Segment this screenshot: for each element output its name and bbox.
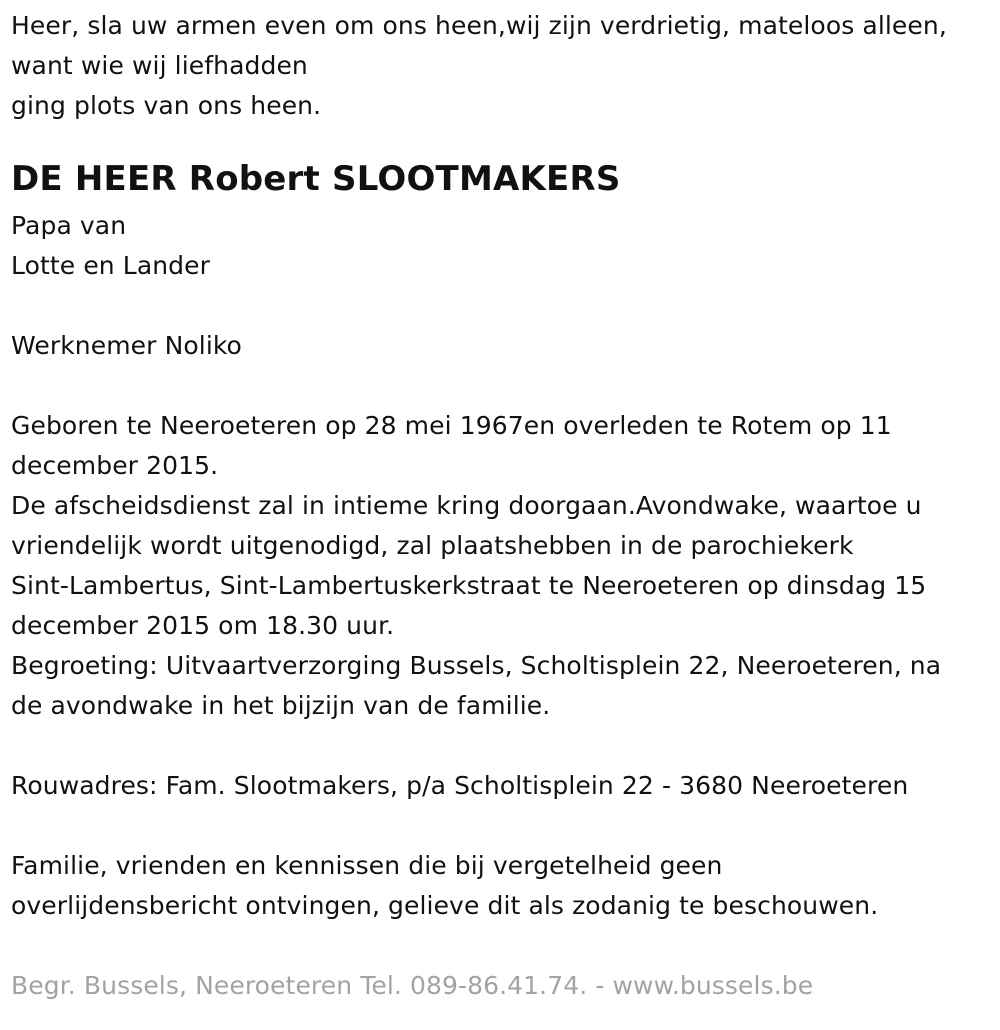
occupation: Werknemer Noliko [11,331,242,360]
poem-line: want wie wij liefhadden [11,51,308,80]
spacer [11,726,1000,766]
mourning-address: Rouwadres: Fam. Slootmakers, p/a Scholtisplein 22 - 3680 Neeroeteren [11,771,909,800]
details-line: december 2015 om 18.30 uur. [11,611,395,640]
details-line: vriendelijk wordt uitgenodigd, zal plaatshebben in de parochiekerk [11,531,854,560]
notice-line: overlijdensbericht ontvingen, gelieve dit als zodanig te beschouwen. [11,891,879,920]
spacer [11,366,1000,406]
details-line: De afscheidsdienst zal in intieme kring doorgaan.Avondwake, waartoe u [11,491,922,520]
details [11,406,1000,726]
deceased-name: DE HEER Robert SLOOTMAKERS [11,159,621,199]
details-line: Begroeting: Uitvaartverzorging Bussels, Scholtisplein 22, Neeroeteren, na [11,651,942,680]
notice-line: Familie, vrienden en kennissen die bij vergetelheid geen [11,851,723,880]
footer-credit: Begr. Bussels, Neeroeteren Tel. 089-86.41.74. - www.bussels.be [11,971,814,1000]
relation-line: Papa van [11,211,127,240]
spacer [11,926,1000,966]
notice [11,846,1000,926]
details-line: Geboren te Neeroeteren op 28 mei 1967en overleden te Rotem op 11 [11,411,892,440]
relation-line: Lotte en Lander [11,251,211,280]
spacer [11,806,1000,846]
details-line: Sint-Lambertus, Sint-Lambertuskerkstraat te Neeroeteren op dinsdag 15 [11,571,927,600]
spacer [11,286,1000,326]
details-line: december 2015. [11,451,219,480]
poem-line: Heer, sla uw armen even om ons heen,wij zijn verdrietig, mateloos alleen, [11,11,947,40]
details-line: de avondwake in het bijzijn van de familie. [11,691,551,720]
poem-line: ging plots van ons heen. [11,91,322,120]
relation [11,206,1000,286]
poem [11,6,1000,126]
